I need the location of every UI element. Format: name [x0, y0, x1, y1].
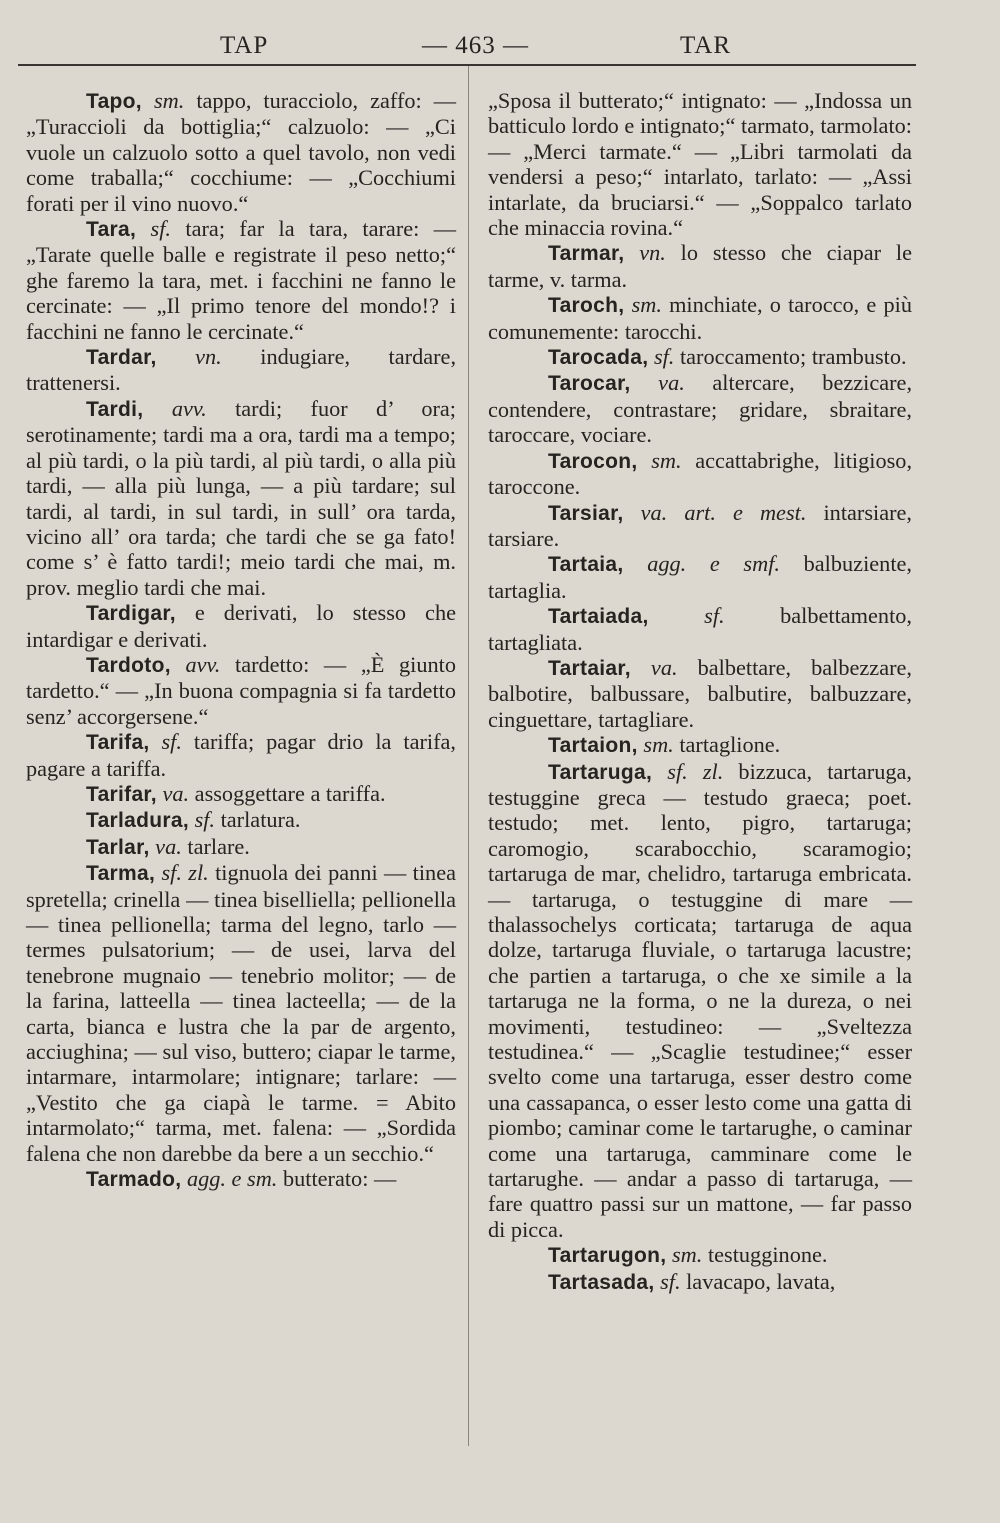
dictionary-entry: [488, 1269, 912, 1295]
definition: balbettamento, tartagliata.: [488, 603, 912, 655]
grammar-tag: sm.: [651, 447, 682, 473]
dictionary-entry: [26, 834, 456, 860]
headword: Tartaruga,: [548, 760, 653, 784]
dictionary-entry: [488, 551, 912, 603]
dictionary-entry: [488, 292, 912, 344]
dictionary-entry: [26, 396, 456, 600]
definition: assoggettare a tariffa.: [194, 780, 386, 806]
headword: Tarlar,: [86, 835, 150, 859]
grammar-tag: sf.: [194, 807, 216, 833]
headword: Tartaion,: [548, 734, 638, 758]
dictionary-entry: [488, 732, 912, 758]
dictionary-entry: [26, 781, 456, 807]
grammar-tag: agg. e smf.: [647, 551, 780, 577]
headword: Tarmar,: [548, 242, 625, 266]
right-column: [488, 88, 912, 1295]
dictionary-entry: [26, 600, 456, 652]
definition: indugiare, tardare, trattenersi.: [26, 344, 457, 396]
headword: Tarifar,: [86, 782, 157, 806]
dictionary-entry: [488, 344, 912, 370]
definition: tara; far la tara, tarare: — „Tarate quelle balle e registrate il peso netto;“ ghe faremo la tara, met. i facchini ne fanno le cercinate: — „Il primo tenore del mondo!? i facchini ne fanno le cercinate.“: [26, 216, 457, 344]
headword: Tarma,: [86, 862, 156, 886]
grammar-tag: sf.: [660, 1268, 681, 1294]
headword: Tartasada,: [548, 1270, 655, 1294]
grammar-tag: agg. e sm.: [186, 1166, 278, 1192]
grammar-tag: sm.: [631, 292, 662, 318]
definition: minchiate, o tarocco, e più comunemente: tarocchi.: [488, 292, 912, 344]
definition: butterato: —: [282, 1166, 397, 1192]
grammar-tag: sf.: [161, 729, 182, 755]
grammar-tag: sm.: [153, 88, 185, 113]
headword: Tapo,: [86, 90, 142, 113]
definition: lo stesso che ciapar le tarme, v. tarma.: [488, 240, 912, 292]
grammar-tag: sm.: [643, 732, 674, 758]
dictionary-entry: [26, 344, 456, 396]
headword: Tarocada,: [548, 346, 649, 370]
definition: balbettare, balbezzare, balbotire, balbussare, balbutire, balbuzzare, cinguettare, tartagliare.: [488, 654, 912, 732]
grammar-tag: sf.: [653, 344, 675, 370]
headword: Tardar,: [86, 346, 157, 370]
definition: altercare, bezzicare, contendere, contrastare; gridare, sbraitare, taroccare, vociare.: [488, 370, 913, 448]
page-header: [0, 26, 1000, 66]
header-left-guide-word: TAP: [220, 32, 269, 59]
page-number: — 463 —: [422, 32, 529, 59]
dictionary-entry: [26, 807, 456, 833]
headword: Tarladura,: [86, 809, 189, 833]
definition: tignuola dei panni — tinea spretella; crinella — tinea biselliella; pellionella — tinea pellionella; tarma del legno, tarlo — termes pulsatorium; — de usei, larva del tenebrone mugnaio — tenebrio molitor; — de la farina, latteella — tinea lacteella; — de la carta, bianca e lustra che la par de argento, acciughina; — sul viso, buttero; ciapar le tarme, intarmare, intarmolare; intignare; tarlare: — „Vestito che ga ciapà le tarme. = Abito intarmolato;“ tarma, met. falena: — „Sordida falena che non darebbe da bere a un secchio.“: [26, 860, 456, 1166]
continued-entry: [488, 88, 912, 240]
definition: tappo, turacciolo, zaffo: — „Turaccioli da bottiglia;“ calzuolo: — „Ci vuole un calzuolo sotto a quel tavolo, non vedi come traballa;“ cocchiume: — „Cocchiumi forati per il vino nuovo.“: [26, 88, 457, 216]
headword: Taroch,: [548, 294, 625, 318]
definition: e derivati, lo stesso che intardigar e derivati.: [26, 600, 456, 652]
headword: Tartaiar,: [548, 656, 631, 680]
dictionary-entry: [488, 1242, 912, 1268]
definition: tartaglione.: [679, 732, 781, 758]
header-rule: [18, 64, 916, 66]
headword: Tarocon,: [548, 449, 638, 473]
grammar-tag: vn.: [639, 240, 666, 266]
headword: Tardigar,: [86, 602, 176, 626]
dictionary-entry: [488, 448, 912, 500]
grammar-tag: va.: [658, 370, 685, 396]
grammar-tag: sf.: [150, 216, 171, 242]
column-divider: [468, 66, 469, 1446]
grammar-tag: va.: [162, 780, 190, 806]
definition: accattabrighe, litigioso, taroccone.: [488, 447, 913, 500]
definition: taroccamento; trambusto.: [679, 344, 907, 370]
grammar-tag: sm.: [672, 1242, 703, 1268]
left-column: [26, 88, 456, 1192]
dictionary-entry: [26, 216, 456, 344]
dictionary-entry: [26, 729, 456, 781]
definition: „Sposa il butterato;“ intignato: — „Indossa un batticulo lordo e intignato;“ tarmato, tarmolato: — „Merci tarmate.“ — „Libri tarmolati da vendersi a peso;“ intarlato, tarlato: — „Assi intarlate, da bruciarsi.“ — „Soppalco tarlato che minaccia rovina.“: [488, 88, 912, 241]
dictionary-entry: [488, 240, 912, 292]
grammar-tag: avv.: [185, 651, 221, 677]
definition: tariffa; pagar drio la tarifa, pagare a tariffa.: [26, 729, 456, 781]
headword: Tardoto,: [86, 653, 171, 677]
header-right-guide-word: TAR: [680, 32, 731, 59]
grammar-tag: avv.: [171, 395, 207, 421]
dictionary-entry: [488, 603, 912, 655]
dictionary-entry: [488, 759, 912, 1243]
dictionary-entry: [488, 370, 912, 447]
grammar-tag: vn.: [195, 344, 222, 370]
headword: Tarocar,: [548, 372, 631, 396]
definition: testugginone.: [707, 1242, 828, 1268]
grammar-tag: va. art. e mest.: [640, 499, 807, 525]
grammar-tag: va.: [650, 654, 678, 680]
dictionary-entry: [488, 500, 912, 552]
grammar-tag: sf. zl.: [161, 860, 209, 886]
dictionary-entry: [26, 860, 456, 1166]
grammar-tag: sf. zl.: [667, 758, 724, 784]
dictionary-entry: [488, 655, 912, 732]
dictionary-entry: [26, 652, 456, 729]
headword: Tartarugon,: [548, 1244, 667, 1268]
dictionary-entry: [26, 1166, 456, 1192]
headword: Tartaiada,: [548, 605, 649, 629]
headword: Tardi,: [86, 397, 144, 421]
grammar-tag: va.: [155, 833, 182, 859]
definition: intarsiare, tarsiare.: [488, 499, 913, 551]
dictionary-entry: [26, 88, 456, 216]
headword: Tara,: [86, 218, 137, 242]
definition: balbuziente, tartaglia.: [488, 551, 912, 603]
definition: tarlatura.: [220, 807, 301, 833]
headword: Tarsiar,: [548, 501, 624, 525]
headword: Tartaia,: [548, 553, 624, 577]
grammar-tag: sf.: [704, 603, 725, 629]
definition: lavacapo, lavata,: [686, 1268, 836, 1294]
definition: tarlare.: [187, 833, 250, 859]
definition: tardetto: — „È giunto tardetto.“ — „In buona compagnia si fa tardetto senz’ accorgersene.“: [26, 651, 456, 729]
definition: tardi; fuor d’ ora; serotinamente; tardi ma a ora, tardi ma a tempo; al più tardi, o la più tardi, al più tardi, o alla più tardi, — alla più lunga, — a più tardare; sul tardi, al tardi, in sul tardi, in sull’ ora tarda, vicino all’ ora tarda; che tardi che se ga fato! come s’ è fatto tardi!; meio tardi che mai, m. prov. meglio tardi che mai.: [26, 395, 457, 600]
definition: bizzuca, tartaruga, testuggine greca — testudo graeca; poet. testudo; met. lento, pigro, tartaruga; caromogio, scarabocchio, scaramogio; tartaruga de mar, chelidro, tartaruga embricata. — tartaruga, o testuggine di mare — thalassochelys corticata; tartaruga de aqua dolze, tartaruga fluviale, o tartaruga lacustre; che partien a tartaruga, o che xe simile a la tartaruga ne la forma, o ne la dureza, o nei movimenti, testudineo: — „Sveltezza testudinea.“ — „Scaglie testudinee;“ esser svelto come una tartaruga, esser destro come una cassapanca, o esser lesto come una gatta di piombo; caminar come le tartarughe, o caminar come una tartaruga, camminare come le tartarughe. — andar a passo di tartaruga, — fare quattro passi sur un mattone, — far passo di picca.: [488, 758, 912, 1242]
headword: Tarifa,: [86, 731, 150, 755]
headword: Tarmado,: [86, 1168, 182, 1192]
